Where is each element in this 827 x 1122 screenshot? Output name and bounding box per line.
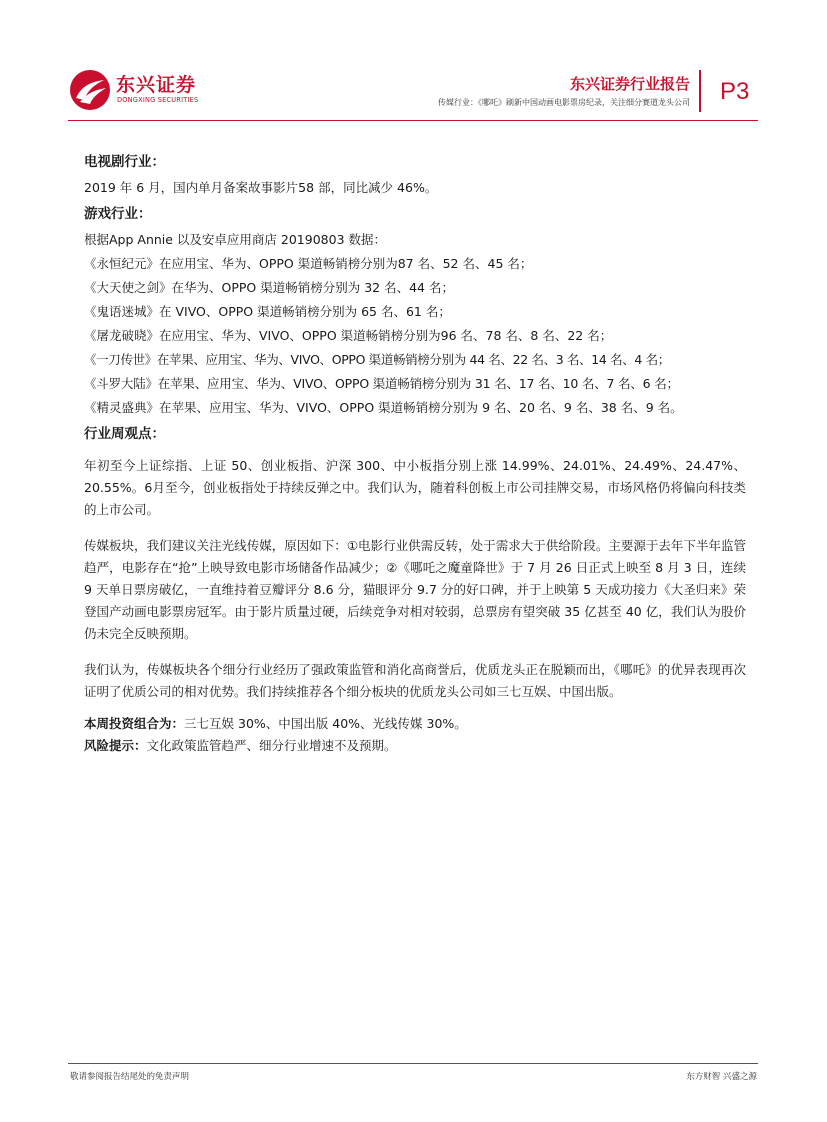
footer-disclaimer: 敬请参阅报告结尾处的免责声明 bbox=[70, 1072, 190, 1082]
game-item: 《鬼语迷城》在 VIVO、OPPO 渠道畅销榜分别为 65 名、61 名； bbox=[84, 304, 451, 319]
logo-text-en: DONGXING SECURITIES bbox=[117, 96, 199, 104]
weekly-paragraph: 年初至今上证综指、上证 50、创业板指、沪深 300、中小板指分别上涨 14.99%、24.01%、24.49%、24.47%、20.55%。6月至今，创业板指处于持续反弹之中。我们认为，随着科创板上市公司挂牌交易，市场风格仍将偏向科技类的上市公司。 bbox=[84, 458, 746, 517]
footer-rule bbox=[68, 1063, 758, 1064]
company-logo bbox=[68, 66, 218, 116]
header-divider bbox=[699, 70, 701, 112]
tv-section-title: 电视剧行业： bbox=[84, 154, 165, 170]
weekly-paragraph: 我们认为，传媒板块各个细分行业经历了强政策监管和消化高商誉后，优质龙头正在脱颖而出，《哪吒》的优异表现再次证明了优质公司的相对优势。我们持续推荐各个细分板块的优质龙头公司如三七互娱、中国出版。 bbox=[84, 662, 746, 699]
game-section bbox=[84, 203, 746, 420]
tv-section-text: 2019 年 6 月，国内单月备案故事影片58 部，同比减少 46%。 bbox=[84, 180, 438, 195]
risk-line bbox=[84, 735, 746, 757]
report-body bbox=[84, 151, 746, 757]
game-intro: 根据App Annie 以及安卓应用商店 20190803 数据： bbox=[84, 232, 386, 247]
report-subtitle: 传媒行业：《哪吒》刷新中国动画电影票房纪录，关注细分赛道龙头公司 bbox=[438, 98, 690, 107]
tv-section bbox=[84, 151, 746, 200]
report-title: 东兴证券行业报告 bbox=[569, 75, 690, 93]
game-item: 《永恒纪元》在应用宝、华为、OPPO 渠道畅销榜分别为87 名、52 名、45 名； bbox=[84, 256, 533, 271]
page-number: P3 bbox=[720, 78, 750, 105]
game-item: 《屠龙破晓》在应用宝、华为、VIVO、OPPO 渠道畅销榜分别为96 名、78 名、8 名、22 名； bbox=[84, 328, 613, 343]
risk-text: 文化政策监管趋严、细分行业增速不及预期。 bbox=[146, 738, 397, 753]
page-header bbox=[0, 0, 827, 125]
portfolio-label: 本周投资组合为： bbox=[84, 716, 185, 731]
logo-text-cn: 东兴证券 bbox=[116, 74, 197, 96]
risk-label: 风险提示： bbox=[84, 738, 147, 753]
game-item: 《斗罗大陆》在苹果、应用宝、华为、VIVO、OPPO 渠道畅销榜分别为 31 名、17 名、10 名、7 名、6 名； bbox=[84, 376, 679, 391]
weekly-view-title: 行业周观点： bbox=[84, 426, 165, 442]
logo-mark-icon bbox=[68, 68, 112, 112]
header-rule bbox=[68, 120, 758, 121]
weekly-view-section bbox=[84, 423, 746, 703]
game-item: 《精灵盛典》在苹果、应用宝、华为、VIVO、OPPO 渠道畅销榜分别为 9 名、20 名、9 名、38 名、9 名。 bbox=[84, 400, 683, 415]
portfolio-text: 三七互娱 30%、中国出版 40%、光线传媒 30%。 bbox=[184, 716, 467, 731]
portfolio-line bbox=[84, 713, 746, 735]
footer-slogan: 东方财智 兴盛之源 bbox=[686, 1072, 757, 1082]
game-section-title: 游戏行业： bbox=[84, 206, 152, 222]
game-item: 《一刀传世》在苹果、应用宝、华为、VIVO、OPPO 渠道畅销榜分别为 44 名、22 名、3 名、14 名、4 名； bbox=[84, 352, 670, 367]
game-item: 《大天使之剑》在华为、OPPO 渠道畅销榜分别为 32 名、44 名； bbox=[84, 280, 454, 295]
weekly-paragraph: 传媒板块，我们建议关注光线传媒，原因如下：①电影行业供需反转，处于需求大于供给阶段。主要源于去年下半年监管趋严，电影存在“抢”上映导致电影市场储备作品减少；②《哪吒之魔童降世》于 7 月 26 日正式上映至 8 月 3 日，连续 9 天单日票房破亿，一直维持着豆瓣评分 8.6 分，猫眼评分 9.7 分的好口碑，并于上映第 5 天成功接力《大圣归来》荣登国产动画电影票房冠军。由于影片质量过硬，后续竞争对相对较弱，总票房有望突破 35 亿甚至 40 亿，我们认为股价仍未完全反映预期。 bbox=[84, 538, 746, 641]
